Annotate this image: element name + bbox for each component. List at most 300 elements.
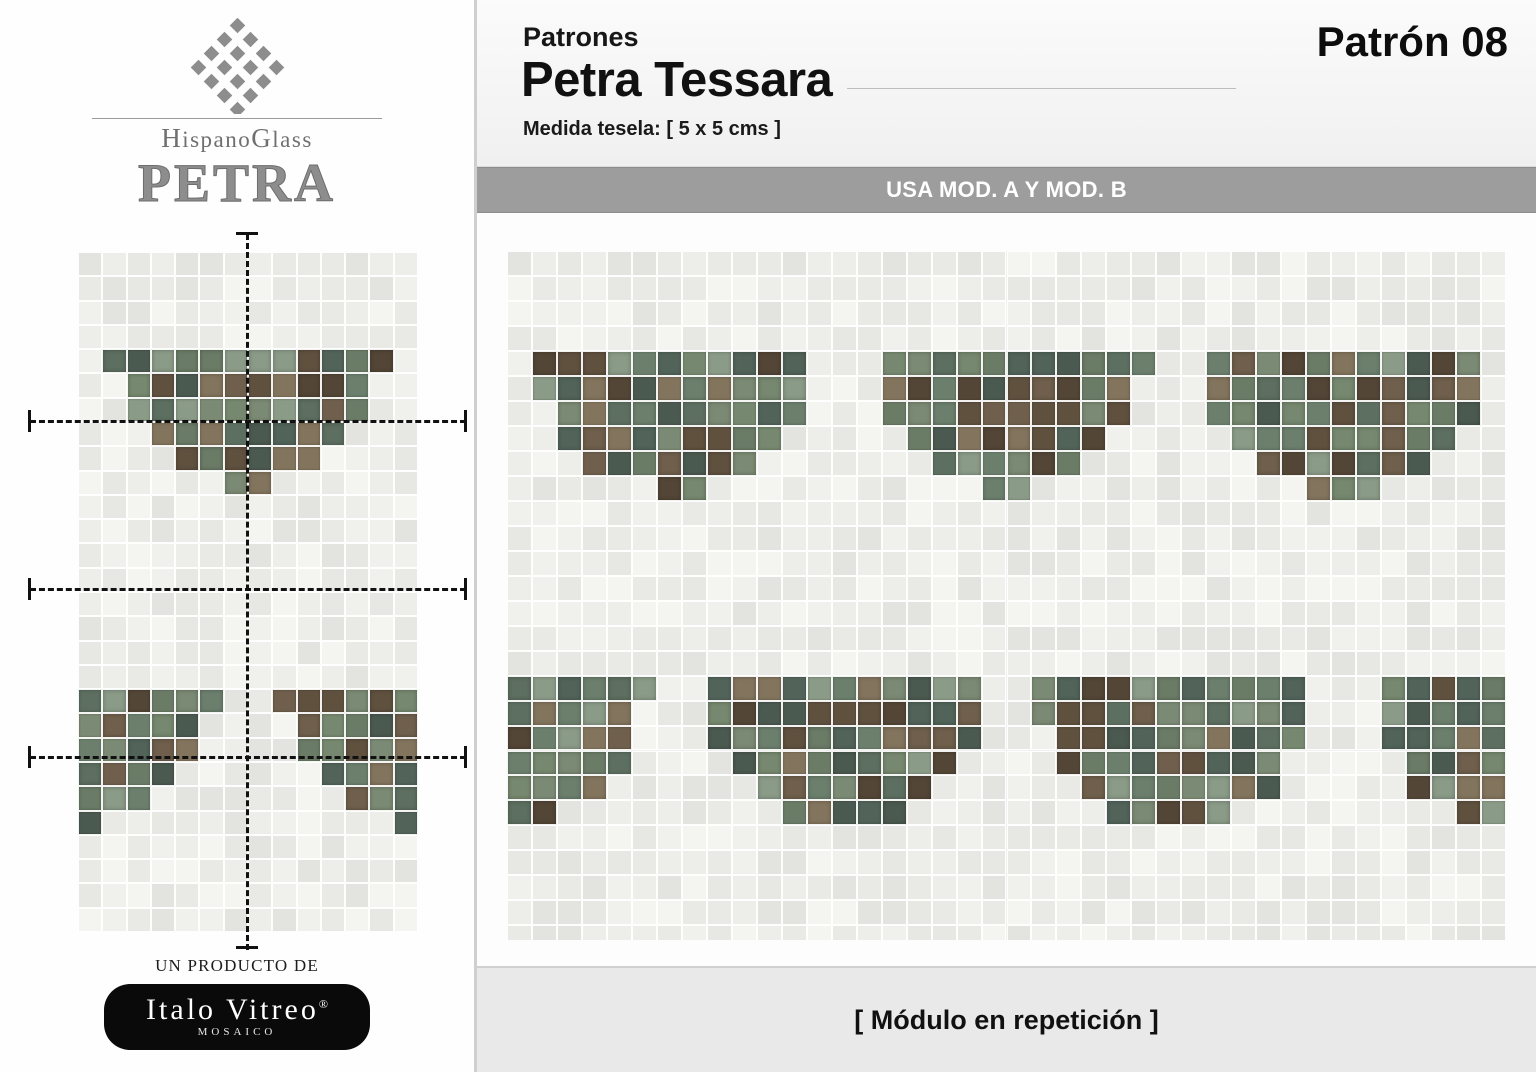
- tesela: [1007, 276, 1032, 301]
- tesela: [707, 576, 732, 601]
- tesela: [1306, 601, 1331, 626]
- tesela: [657, 526, 682, 551]
- tesela: [1306, 276, 1331, 301]
- tesela: [151, 665, 175, 689]
- tesela: [1156, 850, 1181, 875]
- tesela: [297, 689, 321, 713]
- tesela: [1281, 726, 1306, 751]
- tesela: [957, 875, 982, 900]
- tesela: [1206, 601, 1231, 626]
- tesela: [1031, 775, 1056, 800]
- tesela: [321, 713, 345, 737]
- tesela: [857, 576, 882, 601]
- tesela: [272, 325, 296, 349]
- tesela: [1206, 451, 1231, 476]
- tesela: [882, 825, 907, 850]
- tesela: [832, 825, 857, 850]
- tesela: [732, 326, 757, 351]
- tesela: [1156, 426, 1181, 451]
- tesela: [1256, 775, 1281, 800]
- tesela: [882, 576, 907, 601]
- tesela: [557, 526, 582, 551]
- tesela: [151, 422, 175, 446]
- tesela: [1056, 551, 1081, 576]
- tesela: [345, 811, 369, 835]
- tesela: [1156, 251, 1181, 276]
- tesela: [1381, 426, 1406, 451]
- tesela: [1156, 451, 1181, 476]
- tesela: [199, 859, 223, 883]
- tesela: [832, 900, 857, 925]
- tesela: [1481, 676, 1506, 701]
- tesela: [782, 351, 807, 376]
- tesela: [1081, 551, 1106, 576]
- tesela: [1456, 526, 1481, 551]
- tesela: [1306, 875, 1331, 900]
- tesela: [932, 825, 957, 850]
- tesela: [682, 326, 707, 351]
- tesela: [782, 476, 807, 501]
- tesela: [369, 616, 393, 640]
- tesela: [102, 519, 126, 543]
- tesela: [507, 925, 532, 940]
- tesela: [1106, 251, 1131, 276]
- tesela: [1081, 251, 1106, 276]
- tesela: [1206, 626, 1231, 651]
- tesela: [632, 276, 657, 301]
- tesela: [394, 373, 418, 397]
- tesela: [224, 325, 248, 349]
- tesela: [857, 326, 882, 351]
- tesela: [682, 501, 707, 526]
- tesela: [1131, 800, 1156, 825]
- tesela: [1281, 451, 1306, 476]
- tesela: [807, 850, 832, 875]
- tesela: [982, 276, 1007, 301]
- tesela: [248, 422, 272, 446]
- tesela: [1106, 925, 1131, 940]
- tesela: [1281, 301, 1306, 326]
- tesela: [607, 501, 632, 526]
- tesela: [682, 401, 707, 426]
- tesela: [657, 701, 682, 726]
- tesela: [532, 751, 557, 776]
- tesela: [1481, 900, 1506, 925]
- tesela: [1081, 875, 1106, 900]
- tesela: [321, 835, 345, 859]
- tesela: [345, 252, 369, 276]
- tesela: [907, 376, 932, 401]
- tesela: [1431, 351, 1456, 376]
- tesela: [857, 301, 882, 326]
- tesela: [1256, 825, 1281, 850]
- tesela: [632, 751, 657, 776]
- tesela: [532, 676, 557, 701]
- tesela: [682, 751, 707, 776]
- tesela: [882, 601, 907, 626]
- tesela: [1131, 925, 1156, 940]
- tesela: [1481, 701, 1506, 726]
- logo-rule: [92, 118, 382, 119]
- tesela: [757, 751, 782, 776]
- tesela: [1306, 251, 1331, 276]
- tesela: [1481, 775, 1506, 800]
- tesela: [1031, 676, 1056, 701]
- tesela: [272, 422, 296, 446]
- tesela: [1131, 351, 1156, 376]
- tesela: [1256, 726, 1281, 751]
- tesela: [857, 476, 882, 501]
- tesela: [707, 476, 732, 501]
- tesela: [882, 351, 907, 376]
- tesela: [507, 501, 532, 526]
- tesela: [1381, 501, 1406, 526]
- tesela: [369, 301, 393, 325]
- tesela: [507, 576, 532, 601]
- tesela: [1131, 825, 1156, 850]
- tesela: [78, 349, 102, 373]
- tesela: [321, 689, 345, 713]
- tesela: [1231, 326, 1256, 351]
- tesela: [151, 519, 175, 543]
- tesela: [1007, 501, 1032, 526]
- tesela: [1281, 800, 1306, 825]
- tesela: [857, 751, 882, 776]
- tesela: [127, 689, 151, 713]
- tesela: [1456, 726, 1481, 751]
- tesela: [882, 626, 907, 651]
- tesela: [102, 835, 126, 859]
- tesela: [369, 665, 393, 689]
- tesela: [1356, 800, 1381, 825]
- tesela: [907, 651, 932, 676]
- tesela: [557, 900, 582, 925]
- tesela: [507, 800, 532, 825]
- tesela: [857, 626, 882, 651]
- tesela: [1106, 351, 1131, 376]
- tesela: [321, 908, 345, 932]
- tesela: [857, 251, 882, 276]
- tesela: [151, 641, 175, 665]
- tesela: [982, 526, 1007, 551]
- tesela: [1431, 251, 1456, 276]
- tesela: [78, 398, 102, 422]
- tesela: [1456, 925, 1481, 940]
- tesela: [982, 775, 1007, 800]
- tesela: [782, 276, 807, 301]
- tesela: [1256, 626, 1281, 651]
- tesela: [224, 301, 248, 325]
- tesela: [682, 376, 707, 401]
- tesela: [175, 495, 199, 519]
- tesela: [1356, 476, 1381, 501]
- tesela: [907, 676, 932, 701]
- tesela: [127, 373, 151, 397]
- tesela: [857, 451, 882, 476]
- tesela: [707, 850, 732, 875]
- tesela: [1431, 376, 1456, 401]
- tesela: [832, 326, 857, 351]
- tesela: [507, 850, 532, 875]
- tesela: [1231, 875, 1256, 900]
- tesela: [321, 883, 345, 907]
- tesela: [1281, 676, 1306, 701]
- tesela: [957, 626, 982, 651]
- tesela: [127, 811, 151, 835]
- tesela: [957, 551, 982, 576]
- tesela: [394, 446, 418, 470]
- footer-band: [477, 966, 1536, 1072]
- tesela: [369, 859, 393, 883]
- tesela: [1007, 526, 1032, 551]
- tesela: [707, 351, 732, 376]
- tesela: [102, 616, 126, 640]
- tesela: [394, 811, 418, 835]
- tesela: [1181, 701, 1206, 726]
- tesela: [151, 811, 175, 835]
- tesela: [1281, 276, 1306, 301]
- tesela: [732, 651, 757, 676]
- tesela: [369, 519, 393, 543]
- tesela: [632, 451, 657, 476]
- tesela: [102, 883, 126, 907]
- tesela: [607, 326, 632, 351]
- tesela: [582, 800, 607, 825]
- tesela: [1356, 351, 1381, 376]
- tesela: [394, 519, 418, 543]
- tesela: [1206, 551, 1231, 576]
- tesela: [175, 398, 199, 422]
- tesela: [1256, 376, 1281, 401]
- tesela: [1481, 451, 1506, 476]
- tesela: [757, 401, 782, 426]
- tesela: [224, 252, 248, 276]
- tesela: [1081, 676, 1106, 701]
- tesela: [272, 713, 296, 737]
- tesela: [345, 713, 369, 737]
- tesela: [1431, 426, 1456, 451]
- tesela: [272, 252, 296, 276]
- tesela: [907, 551, 932, 576]
- tesela: [1131, 726, 1156, 751]
- tesela: [224, 543, 248, 567]
- tesela: [1406, 825, 1431, 850]
- tesela: [682, 800, 707, 825]
- tesela: [1156, 351, 1181, 376]
- tesela: [1056, 601, 1081, 626]
- tesela: [1081, 376, 1106, 401]
- tesela: [1131, 526, 1156, 551]
- tesela: [199, 641, 223, 665]
- tesela: [782, 726, 807, 751]
- tesela: [394, 276, 418, 300]
- tesela: [102, 301, 126, 325]
- tesela: [757, 601, 782, 626]
- tesela: [175, 835, 199, 859]
- tesela: [127, 422, 151, 446]
- tesela: [732, 601, 757, 626]
- tesela: [1406, 875, 1431, 900]
- tesela: [1031, 726, 1056, 751]
- tesela: [175, 641, 199, 665]
- tesela: [1431, 875, 1456, 900]
- tesela: [224, 689, 248, 713]
- tesela: [557, 251, 582, 276]
- tesela: [248, 349, 272, 373]
- tesela: [682, 726, 707, 751]
- tesela: [632, 501, 657, 526]
- tesela: [1306, 376, 1331, 401]
- tesela: [369, 325, 393, 349]
- tesela: [957, 376, 982, 401]
- tesela: [1131, 701, 1156, 726]
- tesela: [248, 835, 272, 859]
- tesela: [1331, 601, 1356, 626]
- tesela: [1181, 526, 1206, 551]
- tesela: [1056, 476, 1081, 501]
- tesela: [1206, 925, 1231, 940]
- tesela: [932, 925, 957, 940]
- tesela: [1306, 850, 1331, 875]
- tesela: [297, 543, 321, 567]
- tesela: [1281, 701, 1306, 726]
- tesela: [272, 811, 296, 835]
- tesela: [1331, 651, 1356, 676]
- tesela: [1381, 376, 1406, 401]
- tesela: [199, 616, 223, 640]
- tesela: [832, 276, 857, 301]
- tesela: [1131, 251, 1156, 276]
- tesela: [1181, 501, 1206, 526]
- tesela: [1081, 351, 1106, 376]
- tesela: [532, 850, 557, 875]
- tesela: [607, 626, 632, 651]
- tesela: [102, 446, 126, 470]
- tesela: [582, 551, 607, 576]
- tesela: [607, 751, 632, 776]
- tesela: [832, 576, 857, 601]
- tesela: [907, 775, 932, 800]
- tesela: [272, 519, 296, 543]
- tesela: [1056, 576, 1081, 601]
- tesela: [199, 495, 223, 519]
- tesela: [1306, 626, 1331, 651]
- tesela: [369, 276, 393, 300]
- tesela: [1281, 601, 1306, 626]
- tesela: [832, 850, 857, 875]
- tesela: [582, 351, 607, 376]
- tesela: [345, 908, 369, 932]
- tesela: [1331, 850, 1356, 875]
- tesela: [1081, 701, 1106, 726]
- tesela: [682, 925, 707, 940]
- tesela: [732, 376, 757, 401]
- tesela: [1256, 900, 1281, 925]
- tesela: [1256, 576, 1281, 601]
- tesela: [807, 426, 832, 451]
- tesela: [78, 859, 102, 883]
- tesela: [1381, 850, 1406, 875]
- tesela: [757, 501, 782, 526]
- tesela: [1181, 276, 1206, 301]
- tesela: [632, 601, 657, 626]
- tesela: [557, 726, 582, 751]
- tesela: [782, 526, 807, 551]
- tesela: [1156, 376, 1181, 401]
- tesela: [807, 651, 832, 676]
- tesela: [199, 883, 223, 907]
- tesela: [907, 526, 932, 551]
- tesela: [1381, 526, 1406, 551]
- tesela: [151, 446, 175, 470]
- tesela: [957, 526, 982, 551]
- tesela: [807, 476, 832, 501]
- tesela: [1456, 701, 1481, 726]
- tesela: [1481, 501, 1506, 526]
- tesela: [1356, 526, 1381, 551]
- tesela: [1281, 576, 1306, 601]
- tesela: [782, 301, 807, 326]
- tesela: [78, 592, 102, 616]
- tesela: [1156, 501, 1181, 526]
- tesela: [1481, 301, 1506, 326]
- tesela: [507, 401, 532, 426]
- tesela: [102, 908, 126, 932]
- tesela: [682, 426, 707, 451]
- tesela: [657, 301, 682, 326]
- tesela: [682, 451, 707, 476]
- tesela: [369, 835, 393, 859]
- tesela: [982, 751, 1007, 776]
- tesela: [127, 713, 151, 737]
- tesela: [1256, 401, 1281, 426]
- tesela: [882, 526, 907, 551]
- tesela: [507, 451, 532, 476]
- tesela: [127, 446, 151, 470]
- tesela: [102, 349, 126, 373]
- tesela: [807, 251, 832, 276]
- tesela: [832, 676, 857, 701]
- tesela: [1406, 751, 1431, 776]
- tesela: [1007, 376, 1032, 401]
- tesela: [732, 751, 757, 776]
- tesela: [507, 701, 532, 726]
- tesela: [957, 476, 982, 501]
- tesela: [557, 751, 582, 776]
- tesela: [657, 276, 682, 301]
- tesela: [248, 713, 272, 737]
- tesela: [297, 908, 321, 932]
- tesela: [782, 626, 807, 651]
- tesela: [297, 495, 321, 519]
- header-eyebrow: Patrones: [523, 22, 639, 52]
- tesela: [127, 325, 151, 349]
- tesela: [102, 543, 126, 567]
- tesela: [1156, 476, 1181, 501]
- tesela: [732, 576, 757, 601]
- tesela: [1106, 476, 1131, 501]
- tesela: [582, 925, 607, 940]
- tesela: [199, 349, 223, 373]
- tesela: [957, 426, 982, 451]
- tesela: [557, 401, 582, 426]
- tesela: [394, 641, 418, 665]
- tesela: [957, 301, 982, 326]
- tesela: [1056, 701, 1081, 726]
- tesela: [532, 376, 557, 401]
- tesela: [369, 811, 393, 835]
- tesela: [321, 422, 345, 446]
